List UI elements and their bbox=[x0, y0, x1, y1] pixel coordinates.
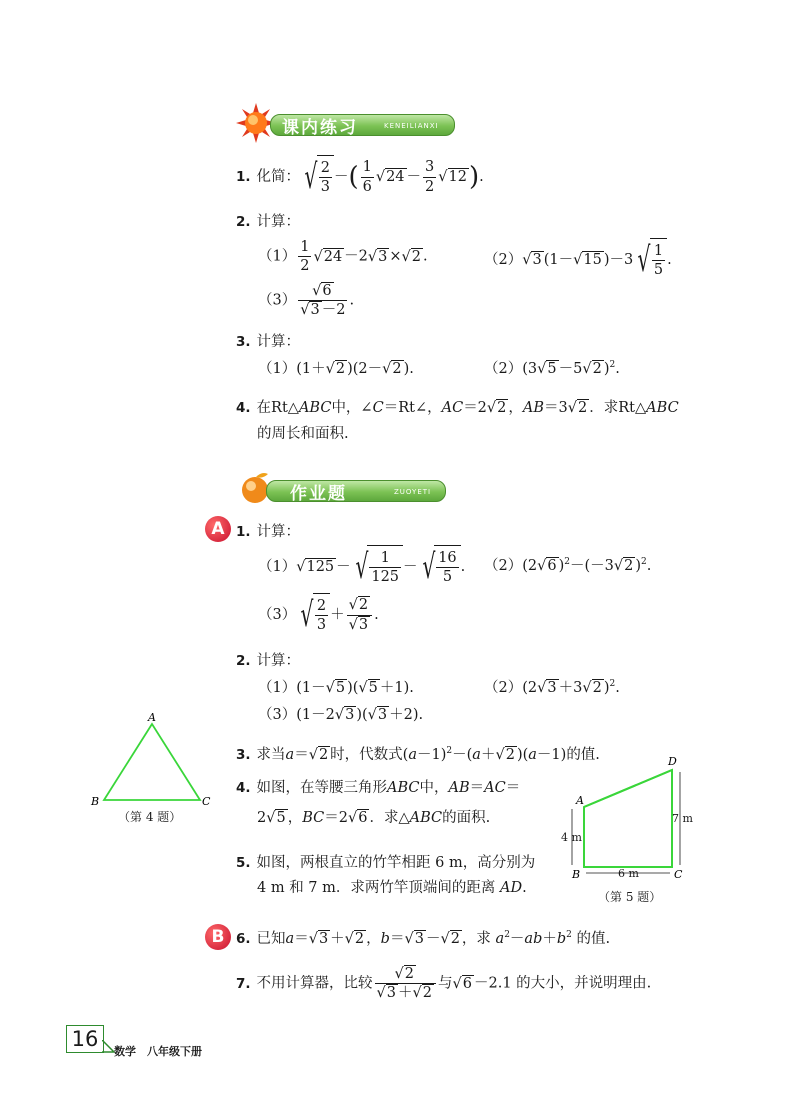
homework-1-part-2: （2）(2√6 )$^2$－(－3√2 )$^2$. bbox=[484, 557, 652, 574]
exercise-3-part-2: （2）(3√5 －5√2 )$^2$. bbox=[484, 360, 620, 377]
exercise-2-part-3: （3） $\frac{√6}{√3 -2}$ . bbox=[258, 283, 355, 319]
homework-3: 3. 求当a＝√2 时，代数式$(a-1)^2-(a+√2$ )(a－1)的值. bbox=[236, 746, 600, 763]
homework-1-part-3: （3） √ $\frac{2}{3}$ ＋ $\frac{√2}{√3}$ . bbox=[258, 595, 379, 635]
exercise-2: 2. 计算： bbox=[236, 214, 301, 230]
svg-text:4 m: 4 m bbox=[561, 831, 582, 844]
exercise-2-part-1: （1） $\frac{1}{2}$ √24 －2√3 ×√2 . bbox=[258, 239, 428, 275]
figure-4-caption: （第 4 题） bbox=[118, 810, 182, 824]
level-a-badge: A bbox=[205, 516, 231, 542]
homework-1-part-1: （1）√125 － √ $\frac{1}{125}$ － √ $\frac{16}{5}$ . bbox=[258, 547, 466, 587]
exercise-1: 1. 化简： √ $\frac{2}{3}$ －( $\frac{1}{6}$ √24 － $\frac{3}{2}$ √12). bbox=[236, 157, 484, 197]
exercise-2-part-2: （2）√3 (1－√15 )－3 √ $\frac{1}{5}$ . bbox=[484, 240, 672, 280]
svg-text:6 m: 6 m bbox=[618, 867, 639, 880]
level-b-badge: B bbox=[205, 924, 231, 950]
homework-4: 4. 如图，在等腰三角形ABC中，AB＝AC＝ bbox=[236, 780, 521, 796]
homework-2-part-1: （1）(1－√5 )(√5 ＋1). bbox=[258, 680, 414, 696]
homework-7: 7. 不用计算器，比较 $\frac{√2}{√3 +√2}$ 与√6 －2.1 的大小，并说明理由. bbox=[236, 966, 652, 1002]
svg-text:A: A bbox=[576, 794, 584, 807]
exercise-4: 4. 在Rt△ABC中，∠C＝Rt∠，AC＝2√2 ，AB＝3√2 ．求Rt△ABC bbox=[236, 400, 679, 416]
figure-5-caption: （第 5 题） bbox=[598, 890, 662, 904]
svg-text:B: B bbox=[572, 868, 581, 881]
svg-text:C: C bbox=[674, 868, 683, 881]
homework-2-part-2: （2）(2√3 ＋3√2 )$^2$. bbox=[484, 679, 620, 696]
homework-2-part-3: （3）(1－2√3 )(√3 ＋2). bbox=[258, 707, 424, 723]
figure-5-poles bbox=[558, 752, 698, 887]
homework-1: 1. 计算： bbox=[236, 524, 301, 540]
homework-4-line-2: 2√5 ，BC＝2√6 ．求△ABC的面积. bbox=[257, 810, 491, 826]
svg-text:D: D bbox=[668, 755, 677, 768]
section-subtitle: ZUOYETI bbox=[394, 488, 432, 496]
homework-6: 6. 已知a＝√3 ＋√2 ，b＝√3 －√2 ，求 $a^2-ab+b^2$ 的值. bbox=[236, 930, 611, 947]
homework-5-line-2: 4 m 和 7 m．求两竹竿顶端间的距离 AD. bbox=[257, 880, 527, 896]
book-title: 数学 八年级下册 bbox=[114, 1045, 202, 1058]
section-subtitle: KENEILIANXI bbox=[384, 122, 439, 130]
exercise-4-line-2: 的周长和面积. bbox=[257, 426, 349, 442]
homework-5: 5. 如图，两根直立的竹竿相距 6 m，高分别为 bbox=[236, 855, 536, 871]
section-title: 课内练习 bbox=[282, 118, 358, 138]
homework-2: 2. 计算： bbox=[236, 653, 301, 669]
vertex-label-c: C bbox=[202, 795, 211, 808]
svg-text:7 m: 7 m bbox=[672, 812, 693, 825]
section-title: 作业题 bbox=[290, 484, 347, 504]
exercise-3: 3. 计算： bbox=[236, 334, 301, 350]
vertex-label-a: A bbox=[148, 711, 156, 724]
page-number: 16 bbox=[66, 1025, 104, 1053]
exercise-3-part-1: （1）(1＋√2 )(2－√2 ). bbox=[258, 361, 414, 377]
vertex-label-b: B bbox=[91, 795, 100, 808]
